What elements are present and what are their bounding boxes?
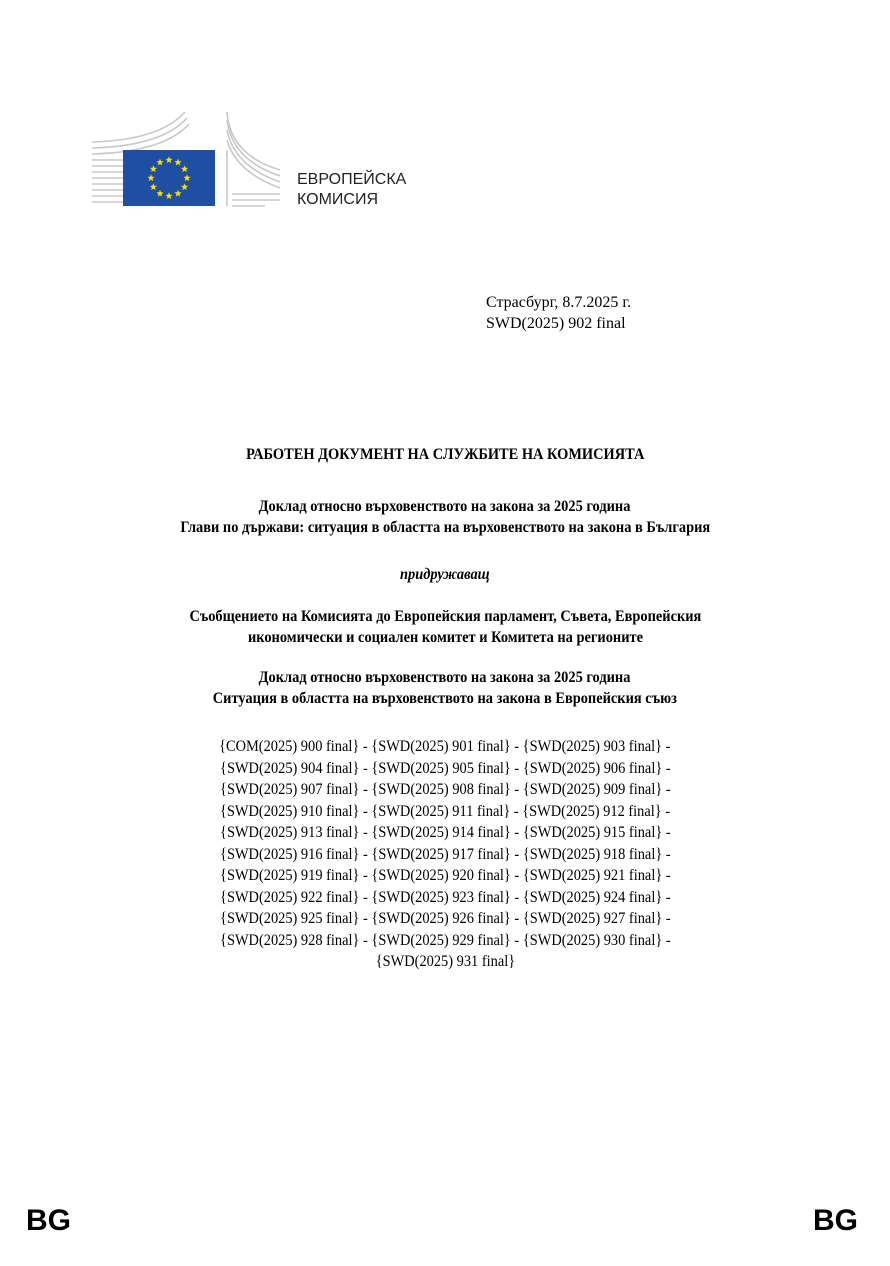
reference-text: {SWD(2025) 931 final} bbox=[375, 953, 515, 970]
reference-line bbox=[0, 779, 890, 801]
reference-text: {SWD(2025) 904 final} - {SWD(2025) 905 final} - {SWD(2025) 906 final} - bbox=[219, 759, 671, 777]
logo-text-line1: ЕВРОПЕЙСКА bbox=[297, 171, 407, 188]
language-code-left: BG bbox=[26, 1204, 71, 1237]
report-line1: Доклад относно върховенството на закона за 2025 година bbox=[259, 669, 631, 686]
reference-text: {SWD(2025) 925 final} - {SWD(2025) 926 final} - {SWD(2025) 927 final} - bbox=[219, 910, 671, 927]
document-title bbox=[0, 446, 890, 464]
reference-line bbox=[0, 844, 890, 866]
subtitle-line2: Глави по държави: ситуация в областта на върховенството на закона в България bbox=[180, 519, 710, 536]
logo-text-line2: КОМИСИЯ bbox=[297, 191, 379, 208]
accompanying-text: придружаващ bbox=[400, 566, 490, 583]
report-line2: Ситуация в областта на върховенството на закона в Европейския съюз bbox=[212, 690, 678, 707]
reference-line bbox=[0, 865, 890, 887]
reference-line bbox=[0, 822, 890, 844]
reference-text: {SWD(2025) 922 final} - {SWD(2025) 923 final} - {SWD(2025) 924 final} - bbox=[219, 888, 671, 906]
reference-line bbox=[0, 758, 890, 780]
communication-title bbox=[0, 606, 890, 648]
accompanying-label bbox=[0, 566, 890, 584]
references-list bbox=[0, 736, 890, 973]
reference-line bbox=[0, 951, 890, 973]
communication-line2: икономически и социален комитет и Комитета на регионите bbox=[247, 629, 643, 646]
reference-text: {SWD(2025) 907 final} - {SWD(2025) 908 final} - {SWD(2025) 909 final} - bbox=[219, 781, 671, 798]
language-code-right: BG bbox=[813, 1204, 858, 1237]
reference-text: {SWD(2025) 916 final} - {SWD(2025) 917 final} - {SWD(2025) 918 final} - bbox=[219, 845, 671, 863]
reference-line bbox=[0, 736, 890, 758]
place-date: Страсбург, 8.7.2025 г. bbox=[486, 294, 632, 311]
reference-text: {COM(2025) 900 final} - {SWD(2025) 901 final} - {SWD(2025) 903 final} - bbox=[219, 738, 671, 755]
reference-text: {SWD(2025) 913 final} - {SWD(2025) 914 final} - {SWD(2025) 915 final} - bbox=[219, 824, 671, 841]
reference-line bbox=[0, 930, 890, 952]
reference-text: {SWD(2025) 910 final} - {SWD(2025) 911 final} - {SWD(2025) 912 final} - bbox=[219, 802, 671, 820]
reference-text: {SWD(2025) 928 final} - {SWD(2025) 929 final} - {SWD(2025) 930 final} - bbox=[219, 931, 671, 949]
document-number: SWD(2025) 902 final bbox=[486, 315, 626, 332]
subtitle-line1: Доклад относно върховенството на закона за 2025 година bbox=[259, 498, 631, 515]
subtitle bbox=[0, 496, 890, 538]
document-meta bbox=[486, 292, 631, 334]
reference-text: {SWD(2025) 919 final} - {SWD(2025) 920 final} - {SWD(2025) 921 final} - bbox=[219, 867, 671, 884]
reference-line bbox=[0, 887, 890, 909]
title-text: РАБОТЕН ДОКУМЕНТ НА СЛУЖБИТЕ НА КОМИСИЯТА bbox=[245, 446, 645, 463]
communication-line1: Съобщението на Комисията до Европейския парламент, Съвета, Европейския bbox=[189, 608, 701, 625]
report-title bbox=[0, 667, 890, 709]
reference-line bbox=[0, 801, 890, 823]
logo-text bbox=[297, 170, 406, 210]
reference-line bbox=[0, 908, 890, 930]
